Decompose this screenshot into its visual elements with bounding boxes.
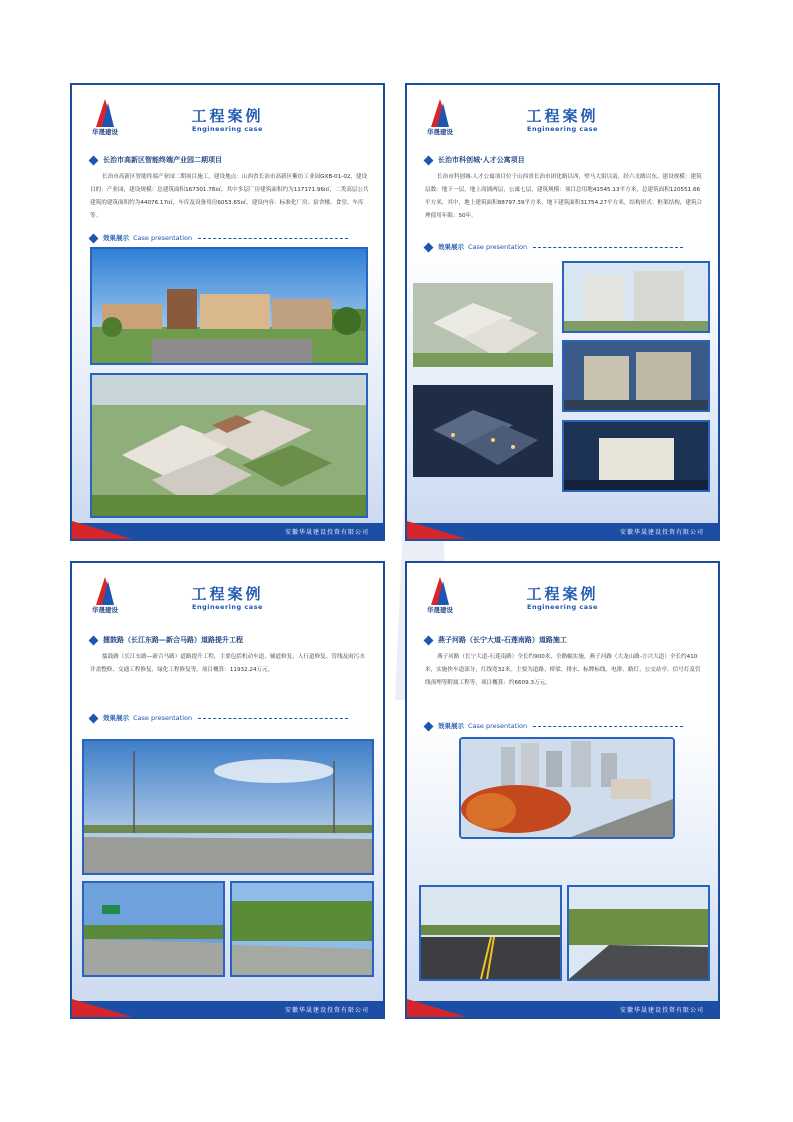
bullet-icon [424,635,434,645]
rendering-photo-aerial-day [413,283,553,367]
road-photo-city-aerial [459,737,675,839]
effect-heading: 效果展示 Case presentation [425,721,704,730]
logo-text: 华晟建设 [92,606,118,614]
road-photo-wide [82,739,374,875]
footer-accent [72,521,132,539]
case-card-1 [70,83,385,541]
logo-text: 华晟建设 [92,128,118,136]
project-heading: 长治市科创城·人才公寓项目 [425,155,708,165]
case-card-4 [405,561,720,1019]
page-title: 工程案例 [526,107,599,125]
project-description: 燕子河路（长宁大道-石莲南路）全长约900米，全路幅实施，燕子河路（大龙山路-方兴大道）全长约410米，实施快车道部分，红线宽32米。主要为道路、桥梁、排水、标牌标线、电排、路灯、公交站亭、信号灯及管线预埋等附属工程等，项目概算：约6609.3万元。 [425,654,701,686]
rendering-photo-tower-night [562,420,710,492]
bullet-icon [89,713,99,723]
rendering-photo-aerial-night [413,385,553,477]
logo-text: 华晟建设 [427,128,453,136]
project-heading: 擂鼓路（长江东路—新合马路）道路提升工程 [90,635,373,645]
project-heading: 长治市高新区智能终端产业园二期项目 [90,155,373,165]
effect-heading: 效果展示 Case presentation [425,242,704,251]
page-title: 工程案例 [526,585,599,603]
effect-heading: 效果展示 Case presentation [90,713,369,722]
footer-company: 安徽华晟建设投资有限公司 [284,529,369,536]
bullet-icon [424,155,434,165]
road-photo-left [82,881,225,977]
footer-company: 安徽华晟建设投资有限公司 [619,1007,704,1014]
rendering-photo-towers-dusk [562,340,710,412]
footer-accent [72,999,132,1017]
page-subtitle: Engineering case [527,125,598,133]
road-photo-asphalt [419,885,562,981]
page-subtitle: Engineering case [192,125,263,133]
bullet-icon [89,635,99,645]
case-card-3 [70,561,385,1019]
bullet-icon [424,721,434,731]
page-subtitle: Engineering case [192,603,263,611]
footer-company: 安徽华晟建设投资有限公司 [284,1007,369,1014]
logo-text: 华晟建设 [427,606,453,614]
effect-heading: 效果展示 Case presentation [90,233,369,242]
footer-accent [407,999,467,1017]
bullet-icon [89,233,99,243]
footer-accent [407,521,467,539]
bullet-icon [424,242,434,252]
rendering-photo-campus-aerial [90,373,368,518]
project-description: 擂鼓路（长江东路—新合马路）道路提升工程，主要包括机动车道、辅道修复、人行道修复、管线及雨污水井盖整修、交通工程修复、绿化工程修复等。项目概算：11932.24万元。 [90,654,365,673]
case-card-2 [405,83,720,541]
footer-company: 安徽华晟建设投资有限公司 [619,529,704,536]
page-title: 工程案例 [191,107,264,125]
project-description: 长治市高新区智能终端产业园二期项目施工，建设地点：山西省长治市高新区紫坊工业园GXB-01-02，建设目的：产业园，建设规模：总建筑面积167301.78㎡，其中多层厂房建筑面积约为117171.96㎡，二类高层公共建筑的建筑面积约为44076.17㎡，车库及设备用房6053.65㎡，建设内容：标准化厂房、宿舍楼、食堂、车库等。 [90,174,369,219]
rendering-photo-campus-street [90,247,368,365]
rendering-photo-towers-day [562,261,710,333]
page-title: 工程案例 [191,585,264,603]
page-subtitle: Engineering case [527,603,598,611]
project-description: 长治市科创城·人才公寓项目位于山西省长治市团化路以西，壁马大街以南，经六支路以东。建设规模：建筑层数：地下一层，地上商铺两层，公寓七层，建筑规模：项目总用地41545.13平方米，总建筑面积120551.66平方米，其中，地上建筑面积88797.39平方米，地下建筑面积31754.27平方米，结构形式：框架结构，建筑合理使用年限：50年。 [425,174,703,219]
road-photo-right [230,881,374,977]
bullet-icon [89,155,99,165]
project-heading: 燕子河路（长宁大道-石莲南路）道路施工 [425,635,708,645]
road-photo-boulevard [567,885,710,981]
